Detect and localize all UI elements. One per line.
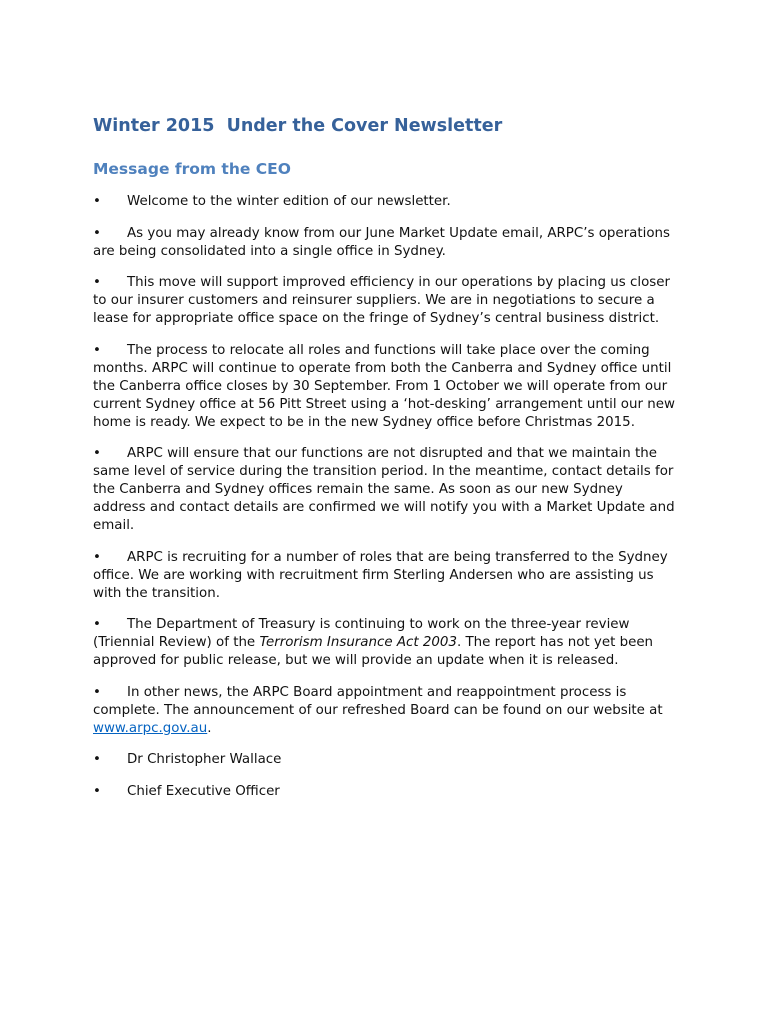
- bullet-icon: •: [93, 446, 101, 461]
- bullet-icon: •: [93, 342, 101, 358]
- paragraph-text: . The report has not yet been approved for public release, but we will provide an update when it is released.: [93, 635, 654, 668]
- paragraph-text: .: [207, 720, 212, 736]
- list-item: [93, 549, 678, 603]
- bullet-icon: •: [93, 194, 101, 209]
- paragraph-text: This move will support improved efficiency in our operations by placing us closer to our insurer customers and reinsurer suppliers. We are in negotiations to secure a lease for appropriate office space on the fringe of Sydney’s central business district.: [93, 275, 671, 326]
- list-item: [93, 616, 678, 670]
- paragraph-text: ARPC will ensure that our functions are not disrupted and that we maintain the same level of service during the transition period. In the meantime, contact details for the Canberra and Sydney offices remain the same. As soon as our new Sydney address and contact details are confirmed we will notify you with a Market Update and email.: [93, 446, 675, 533]
- bullet-icon: •: [93, 275, 101, 290]
- list-item: [93, 445, 678, 535]
- signatory-title: Chief Executive Officer: [127, 783, 280, 799]
- paragraph-text: The Department of Treasury is continuing to work on the three-year review (Triennial Review) of the: [93, 617, 630, 650]
- signatory-name: Dr Christopher Wallace: [127, 752, 282, 767]
- paragraph-text: ARPC is recruiting for a number of roles that are being transferred to the Sydney office. We are working with recruitment firm Sterling Andersen who are assisting us with the transition.: [93, 549, 668, 601]
- bullet-icon: •: [93, 617, 101, 632]
- bullet-icon: •: [93, 225, 101, 241]
- bullet-icon: •: [93, 684, 101, 700]
- list-item: [93, 274, 678, 328]
- paragraph-text: Welcome to the winter edition of our newsletter.: [127, 194, 451, 209]
- ceo-message-list: [93, 193, 678, 801]
- website-link[interactable]: www.arpc.gov.au: [93, 720, 208, 736]
- document-page: [93, 113, 678, 814]
- act-title: Terrorism Insurance Act 2003: [259, 635, 457, 650]
- bullet-icon: •: [93, 549, 101, 565]
- paragraph-text: In other news, the ARPC Board appointment and reappointment process is complete. The announcement of our refreshed Board can be found on our website at: [93, 684, 663, 718]
- list-item: [93, 783, 678, 801]
- list-item: [93, 684, 678, 738]
- paragraph-text: The process to relocate all roles and functions will take place over the coming months. ARPC will continue to operate from both the Canberra and Sydney office until the Canberra office closes by 30 September. From 1 October we will operate from our current Sydney office at 56 Pitt Street using a ‘hot-desking’ arrangement until our new home is ready. We expect to be in the new Sydney office before Christmas 2015.: [93, 342, 675, 430]
- list-item: [93, 225, 678, 261]
- paragraph-text: As you may already know from our June Market Update email, ARPC’s operations are being consolidated into a single office in Sydney.: [93, 225, 670, 259]
- list-item: [93, 342, 678, 432]
- bullet-icon: •: [93, 783, 101, 799]
- section-heading-ceo-message: Message from the CEO: [93, 160, 291, 178]
- bullet-icon: •: [93, 752, 101, 767]
- list-item: [93, 751, 678, 769]
- newsletter-title: Winter 2015 Under the Cover Newsletter: [93, 116, 503, 136]
- list-item: [93, 193, 678, 211]
